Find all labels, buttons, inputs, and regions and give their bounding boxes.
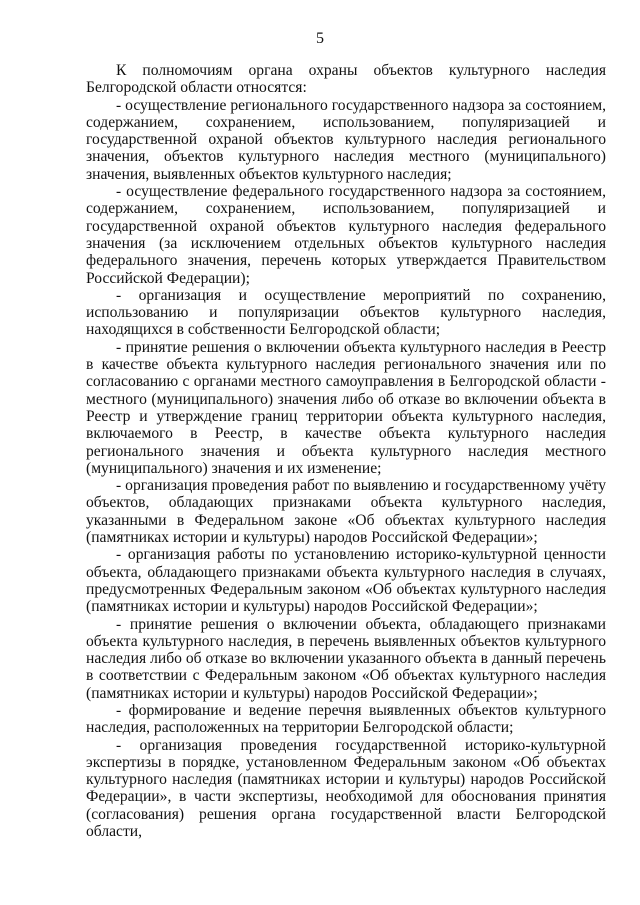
paragraph-identified-list-decision: - принятие решения о включении объекта, обладающего признаками объекта культурного наследия, в перечень выявленных объектов культурного наследия либо об отказе во включении указанного объекта в данный перечень в соответствии с Федеральным законом «Об объектах культурного наследия (памятниках истории и культуры) народов Российской Федерации»;	[86, 615, 606, 702]
paragraph-preservation-measures: - организация и осуществление мероприятий по сохранению, использованию и популяризации объектов культурного наследия, находящихся в собственности Белгородской области;	[86, 286, 606, 339]
paragraph-identification-work: - организация проведения работ по выявлению и государственному учёту объектов, обладающих признаками объекта культурного наследия, указанными в Федеральном законе «Об объектах культурного наследия (памятниках истории и культуры) народов Российской Федерации»;	[86, 477, 606, 547]
paragraph-historical-value: - организация работы по установлению историко-культурной ценности объекта, обладающего признаками объекта культурного наследия в случаях, предусмотренных Федеральным законом «Об объектах культурного наследия (памятниках истории и культуры) народов Российской Федерации»;	[86, 546, 606, 616]
paragraph-federal-supervision: - осуществление федерального государственного надзора за состоянием, содержанием, сохранением, использованием, популяризацией и государственной охраной объектов культурного наследия федерального значения (за исключением отдельных объектов культурного наследия федерального значения, перечень которых утверждается Правительством Российской Федерации);	[86, 183, 606, 287]
page-number: 5	[316, 30, 324, 47]
paragraph-expertise-organization: - организация проведения государственной историко-культурной экспертизы в порядке, установленном Федеральным законом «Об объектах культурного наследия (памятниках истории и культуры) народов Российской Федерации», в части экспертизы, необходимой для обоснования принятия (согласования) решения органа государственной власти Белгородской области,	[86, 736, 606, 841]
paragraph-registry-inclusion: - принятие решения о включении объекта культурного наследия в Реестр в качестве объекта культурного наследия регионального значения или по согласованию с органами местного самоуправления в Белгородской области - местного (муниципального) значения либо об отказе во включении объекта в Реестр и утверждение границ территории объекта культурного наследия, включаемого в Реестр, в качестве объекта культурного наследия регионального значения и объекта культурного наследия местного (муниципального) значения и их изменение;	[86, 338, 606, 477]
document-body	[86, 62, 606, 840]
paragraph-identified-list-maintenance: - формирование и ведение перечня выявленных объектов культурного наследия, расположенных на территории Белгородской области;	[86, 701, 606, 737]
paragraph-intro: К полномочиям органа охраны объектов культурного наследия Белгородской области относятся:	[86, 62, 606, 97]
paragraph-regional-supervision: - осуществление регионального государственного надзора за состоянием, содержанием, сохранением, использованием, популяризацией и государственной охраной объектов культурного наследия регионального значения, объектов культурного наследия местного (муниципального) значения, выявленных объектов культурного наследия;	[86, 96, 606, 183]
